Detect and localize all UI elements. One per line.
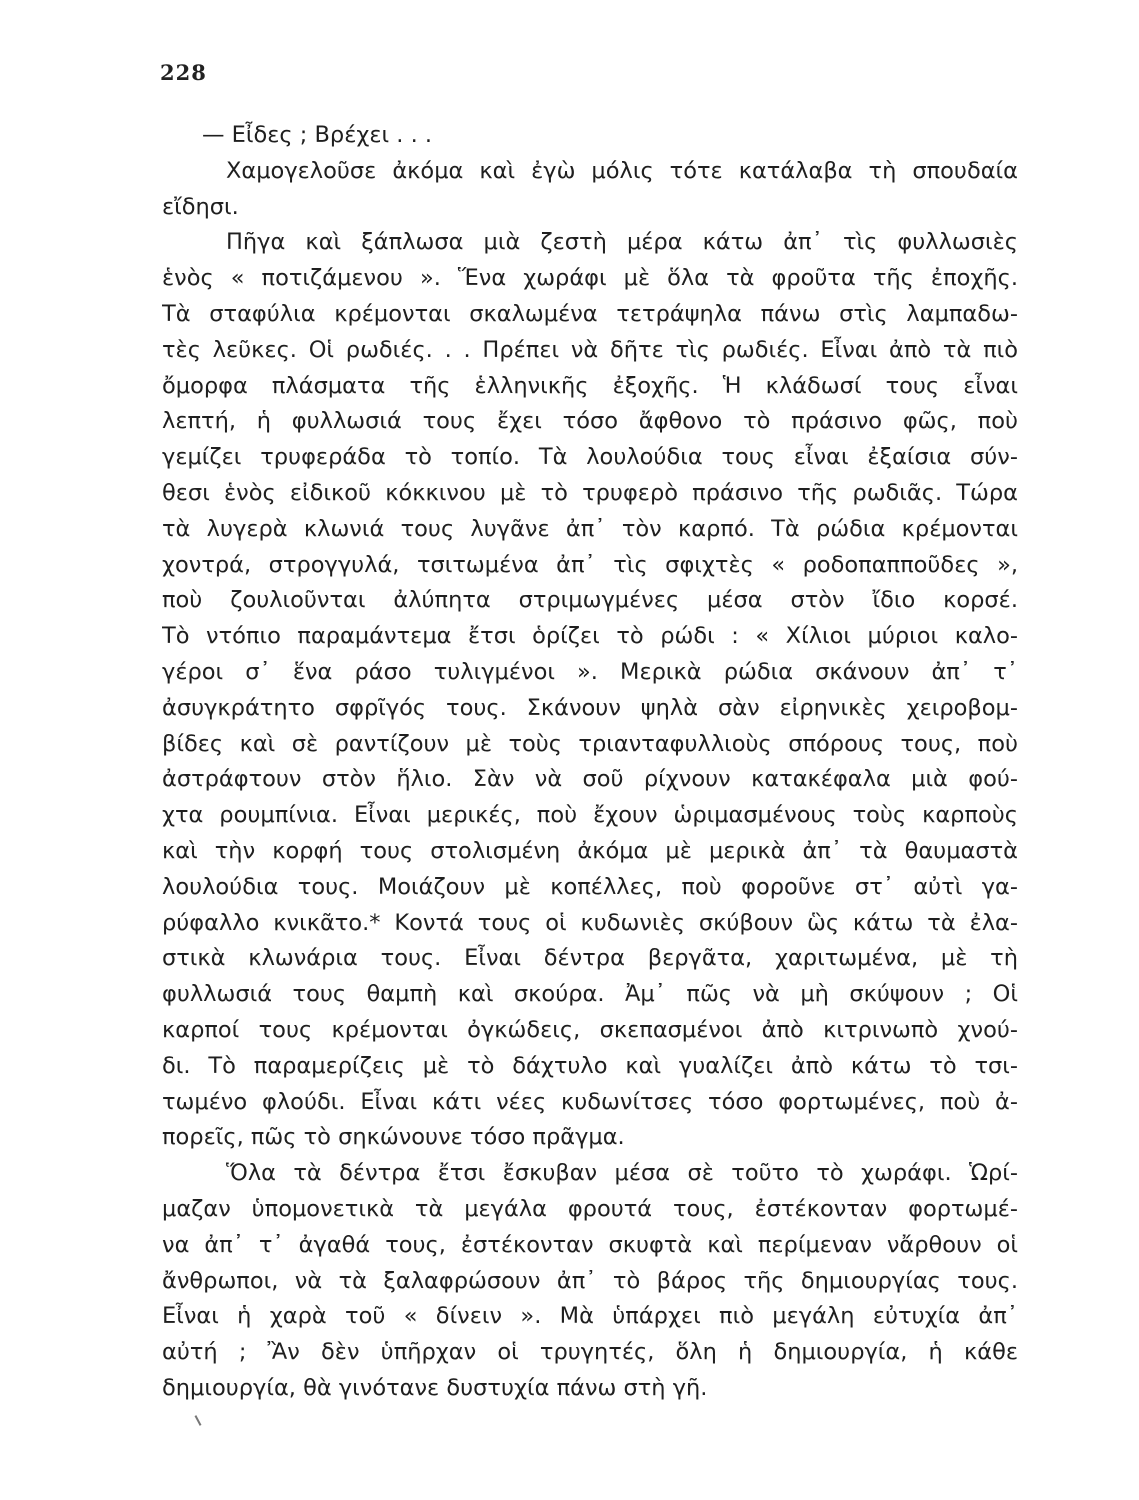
- text-line: τὲς λεῦκες. Οἱ ρωδιές. . . Πρέπει νὰ δῆτε τὶς ρωδιές. Εἶναι ἀπὸ τὰ πιὸ: [162, 336, 1018, 363]
- text-line: χοντρά, στρογγυλά, τσιτωμένα ἀπ᾽ τὶς σφιχτὲς « ροδοπαπποῦδες »,: [162, 551, 1018, 578]
- text-line: θεσι ἑνὸς εἰδικοῦ κόκκινου μὲ τὸ τρυφερὸ πράσινο τῆς ρωδιᾶς. Τώρα: [162, 479, 1018, 506]
- text-line: ἄνθρωποι, νὰ τὰ ξαλαφρώσουν ἀπ᾽ τὸ βάρος τῆς δημιουργίας τους.: [162, 1267, 1018, 1294]
- text-line: — Εἶδες ; Βρέχει . . .: [202, 122, 433, 148]
- text-line: ἀστράφτουν στὸν ἥλιο. Σὰν νὰ σοῦ ρίχνουν κατακέφαλα μιὰ φού-: [162, 766, 1018, 793]
- text-line: δημιουργία, θὰ γινότανε δυστυχία πάνω στὴ γῆ.: [162, 1374, 708, 1401]
- text-line: Τὰ σταφύλια κρέμονται σκαλωμένα τετράψηλα πάνω στὶς λαμπαδω-: [162, 300, 1018, 327]
- text-line: λεπτή, ἡ φυλλωσιά τους ἔχει τόσο ἄφθονο τὸ πράσινο φῶς, ποὺ: [162, 408, 1018, 435]
- text-line: καρποί τους κρέμονται ὀγκώδεις, σκεπασμένοι ἀπὸ κιτρινωπὸ χνού-: [162, 1016, 1018, 1043]
- text-line: γεμίζει τρυφεράδα τὸ τοπίο. Τὰ λουλούδια τους εἶναι ἐξαίσια σύν-: [162, 444, 1018, 471]
- text-line: δι. Τὸ παραμερίζεις μὲ τὸ δάχτυλο καὶ γυαλίζει ἀπὸ κάτω τὸ τσι-: [162, 1052, 1018, 1079]
- text-line: εἴδησι.: [162, 193, 239, 220]
- text-line: να ἀπ᾽ τ᾽ ἀγαθά τους, ἐστέκονταν σκυφτὰ καὶ περίμεναν νἄρθουν οἱ: [162, 1231, 1018, 1258]
- text-line: Πῆγα καὶ ξάπλωσα μιὰ ζεστὴ μέρα κάτω ἀπ᾽ τὶς φυλλωσιὲς: [226, 229, 1018, 256]
- text-line: τὰ λυγερὰ κλωνιά τους λυγᾶνε ἀπ᾽ τὸν καρπό. Τὰ ρώδια κρέμονται: [162, 515, 1018, 542]
- text-line: αὐτή ; Ἂν δὲν ὑπῆρχαν οἱ τρυγητές, ὅλη ἡ δημιουργία, ἡ κάθε: [162, 1339, 1018, 1366]
- text-line: στικὰ κλωνάρια τους. Εἶναι δέντρα βεργᾶτα, χαριτωμένα, μὲ τὴ: [162, 945, 1018, 972]
- scan-mark: [195, 1415, 202, 1426]
- text-line: τωμένο φλούδι. Εἶναι κάτι νέες κυδωνίτσες τόσο φορτωμένες, ποὺ ἀ-: [162, 1088, 1018, 1115]
- text-line: μαζαν ὑπομονετικὰ τὰ μεγάλα φρουτά τους, ἐστέκονταν φορτωμέ-: [162, 1195, 1018, 1222]
- text-line: ρύφαλλο κνικᾶτο.* Κοντά τους οἱ κυδωνιὲς σκύβουν ὣς κάτω τὰ ἐλα-: [162, 909, 1018, 936]
- text-line: γέροι σ᾽ ἕνα ράσο τυλιγμένοι ». Μερικὰ ρώδια σκάνουν ἀπ᾽ τ᾽: [162, 658, 1018, 685]
- text-line: καὶ τὴν κορφή τους στολισμένη ἀκόμα μὲ μερικὰ ἀπ᾽ τὰ θαυμαστὰ: [162, 837, 1018, 864]
- text-line: ἑνὸς « ποτιζάμενου ». Ἕνα χωράφι μὲ ὅλα τὰ φροῦτα τῆς ἐποχῆς.: [162, 265, 1018, 292]
- page-number: 228: [160, 60, 207, 85]
- text-line: λουλούδια τους. Μοιάζουν μὲ κοπέλλες, ποὺ φοροῦνε στ᾽ αὐτὶ γα-: [162, 873, 1018, 900]
- text-line: Τὸ ντόπιο παραμάντεμα ἔτσι ὁρίζει τὸ ρώδι : « Χίλιοι μύριοι καλο-: [162, 623, 1018, 650]
- text-line: ὄμορφα πλάσματα τῆς ἑλληνικῆς ἐξοχῆς. Ἡ κλάδωσί τους εἶναι: [162, 372, 1018, 399]
- text-line: πορεῖς, πῶς τὸ σηκώνουνε τόσο πρᾶγμα.: [162, 1124, 625, 1151]
- text-line: ποὺ ζουλιοῦνται ἀλύπητα στριμωγμένες μέσα στὸν ἴδιο κορσέ.: [162, 587, 1018, 614]
- text-line: ἀσυγκράτητο σφρῖγός τους. Σκάνουν ψηλὰ σὰν εἰρηνικὲς χειροβομ-: [162, 694, 1018, 721]
- text-line: Χαμογελοῦσε ἀκόμα καὶ ἐγὼ μόλις τότε κατάλαβα τὴ σπουδαία: [226, 157, 1018, 184]
- text-line: χτα ρουμπίνια. Εἶναι μερικές, ποὺ ἔχουν ὡριμασμένους τοὺς καρποὺς: [162, 802, 1018, 829]
- text-line: Εἶναι ἡ χαρὰ τοῦ « δίνειν ». Μὰ ὑπάρχει πιὸ μεγάλη εὐτυχία ἀπ᾽: [162, 1303, 1018, 1330]
- text-line: Ὅλα τὰ δέντρα ἔτσι ἔσκυβαν μέσα σὲ τοῦτο τὸ χωράφι. Ὡρί-: [226, 1160, 1018, 1187]
- text-line: φυλλωσιά τους θαμπὴ καὶ σκούρα. Ἀμ᾽ πῶς νὰ μὴ σκύψουν ; Οἱ: [162, 981, 1018, 1008]
- text-line: βίδες καὶ σὲ ραντίζουν μὲ τοὺς τριανταφυλλιοὺς σπόρους τους, ποὺ: [162, 730, 1018, 757]
- body-text: [162, 118, 1018, 1407]
